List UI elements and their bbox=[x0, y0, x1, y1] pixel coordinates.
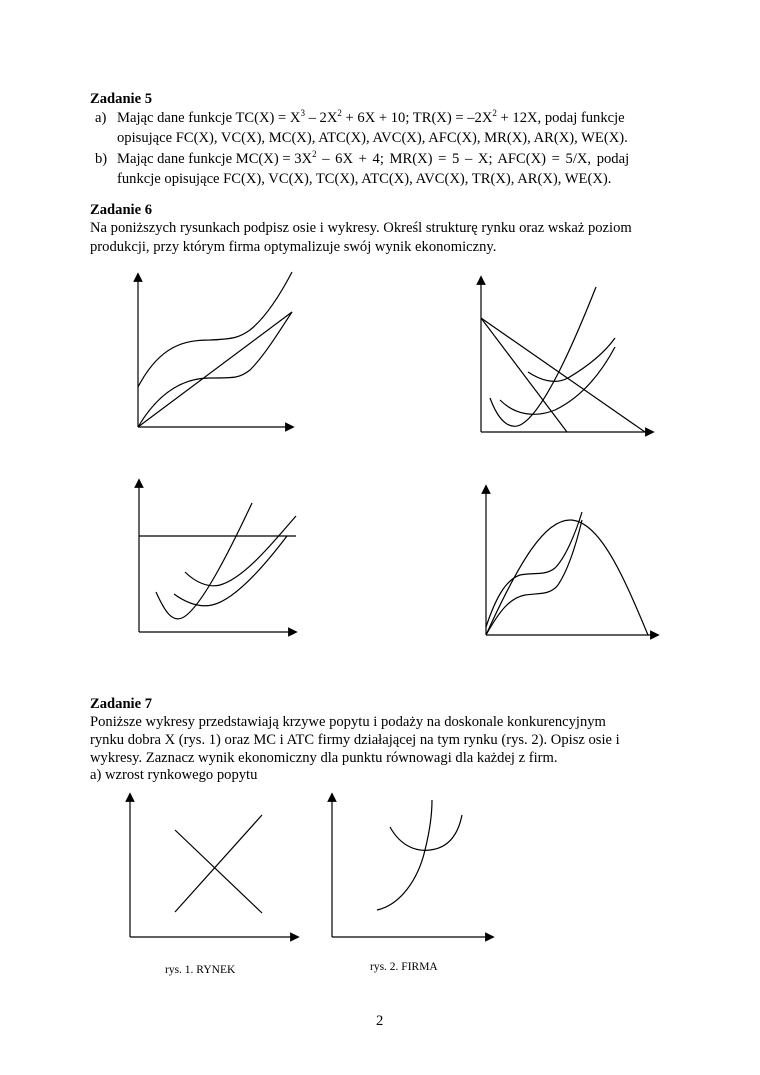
graph-market bbox=[130, 800, 292, 937]
task5-b-marker: b) bbox=[95, 151, 108, 167]
demand-line bbox=[175, 830, 262, 913]
text: 2 bbox=[312, 149, 317, 159]
text: – 2X bbox=[304, 110, 338, 126]
text: 3 bbox=[300, 108, 305, 118]
task6-line1: Na poniższych rysunkach podpisz osie i wykresy. Określ strukturę rynku oraz wskaż poziom bbox=[90, 220, 632, 236]
caption-firm: rys. 2. FIRMA bbox=[370, 961, 438, 973]
tr-line bbox=[138, 312, 292, 427]
graph-tr-tc bbox=[486, 492, 652, 635]
caption-market: rys. 1. RYNEK bbox=[165, 964, 236, 976]
task7-line3: wykresy. Zaznacz wynik ekonomiczny dla punktu równowagi dla każdej z firm. bbox=[90, 750, 558, 766]
text: 2 bbox=[492, 108, 497, 118]
vc-curve bbox=[486, 520, 582, 635]
graph-perfect-competition bbox=[139, 486, 296, 632]
text: Mając dane funkcje TC(X) = X bbox=[117, 110, 301, 126]
text: + 6X + 10; TR(X) = –2X bbox=[341, 110, 493, 126]
graph-monopoly bbox=[481, 283, 647, 432]
task5-a-line2: opisujące FC(X), VC(X), MC(X), ATC(X), AVC(X), AFC(X), MR(X), AR(X), WE(X). bbox=[117, 130, 628, 146]
task7-line4: a) wzrost rynkowego popytu bbox=[90, 767, 258, 783]
mr-line bbox=[481, 318, 567, 432]
graph-cost-curves bbox=[138, 272, 292, 427]
text: – 6X + 4; MR(X) = 5 – X; AFC(X) = 5/X, podaj bbox=[316, 151, 630, 167]
text: 2 bbox=[337, 108, 342, 118]
text: Mając dane funkcje MC(X) = 3X bbox=[117, 151, 313, 167]
graph-firm bbox=[332, 800, 487, 937]
task7-heading: Zadanie 7 bbox=[90, 696, 153, 712]
task6-line2: produkcji, przy którym firma optymalizuje swój wynik ekonomiczny. bbox=[90, 239, 497, 255]
demand-line bbox=[481, 318, 645, 432]
page-number: 2 bbox=[376, 1013, 384, 1029]
text: + 12X, podaj funkcje bbox=[496, 110, 625, 126]
mc-curve bbox=[156, 503, 252, 619]
task7-line2: rynku dobra X (rys. 1) oraz MC i ATC firmy działającej na tym rynku (rys. 2). Opisz osie i bbox=[90, 732, 620, 748]
task7-line1: Poniższe wykresy przedstawiają krzywe popytu i podaży na doskonale konkurencyjnym bbox=[90, 714, 606, 730]
tc-curve bbox=[486, 512, 582, 627]
supply-line bbox=[175, 815, 262, 912]
task5-a-marker: a) bbox=[95, 110, 107, 126]
tr-curve bbox=[486, 520, 648, 635]
task6-heading: Zadanie 6 bbox=[90, 202, 153, 218]
task5-b-line2: funkcje opisujące FC(X), VC(X), TC(X), ATC(X), AVC(X), TR(X), AR(X), WE(X). bbox=[117, 171, 612, 187]
mc-curve bbox=[377, 800, 432, 910]
task5-heading: Zadanie 5 bbox=[90, 91, 153, 107]
